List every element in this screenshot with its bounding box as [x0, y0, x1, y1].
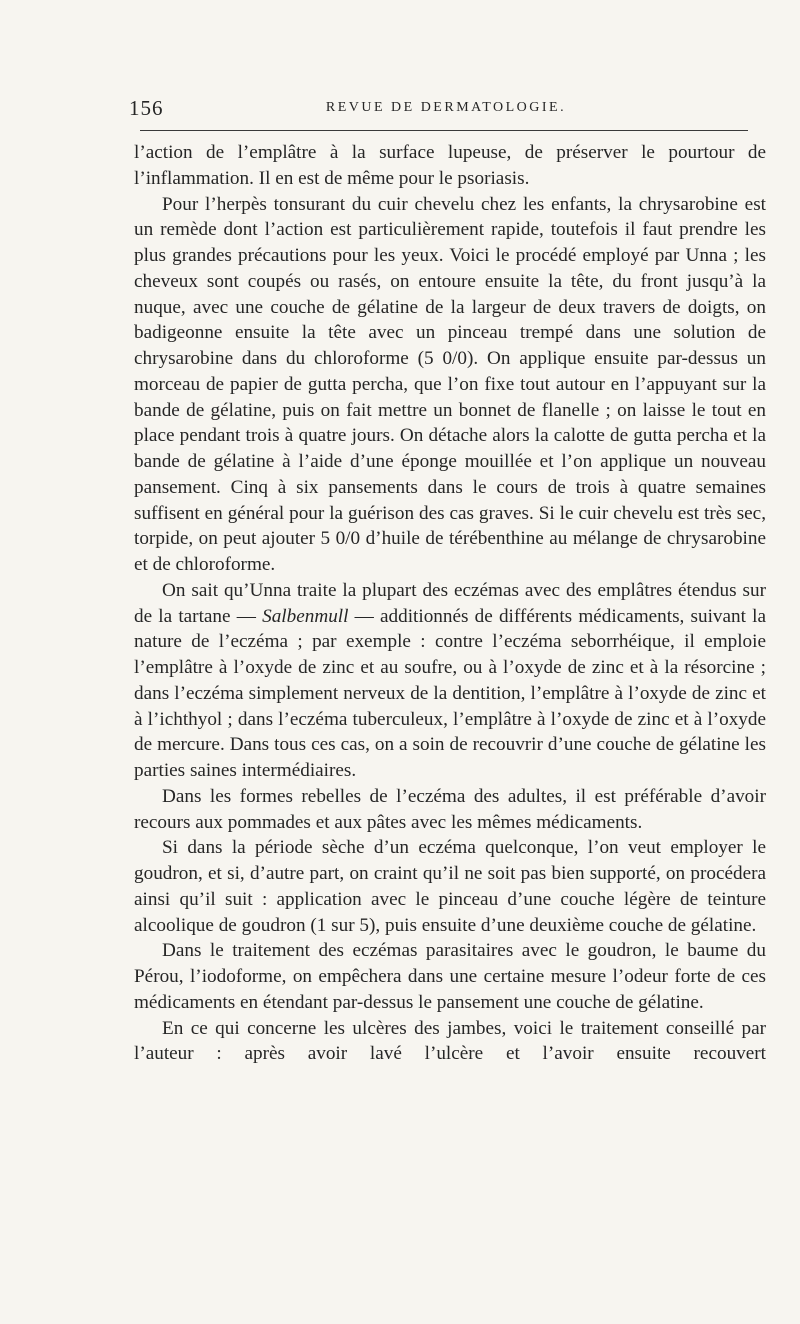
paragraph-text: On sait qu’Unna traite la plupart des eczémas avec des emplâtres étendus sur de la tartane —	[134, 579, 766, 627]
paragraph-text: — additionnés de différents médicaments, suivant la nature de l’eczéma ; par exemple : contre l’eczéma seborrhéique, il emploie l’emplâtre à l’oxyde de zinc et au soufre, ou à l’oxyde de zinc et à la résorcine ; dans l’eczéma simplement nerveux de la dentition, l’emplâtre à l’oxyde de zinc et à l’ichthyol ; dans l’eczéma tuberculeux, l’emplâtre à l’oxyde de zinc et à l’oxyde de mercure. Dans tous ces cas, on a soin de recouvrir d’une couche de gélatine les parties saines intermédiaires.	[134, 605, 767, 781]
paragraph	[134, 192, 766, 578]
header-rule	[140, 130, 748, 131]
paragraph	[134, 1016, 766, 1068]
paragraph-text: Si dans la période sèche d’un eczéma quelconque, l’on veut employer le goudron, et si, d’autre part, on craint qu’il ne soit pas bien supporté, on procédera ainsi qu’il suit : application avec le pinceau d’une couche légère de teinture alcoolique de goudron (1 sur 5), puis ensuite d’une deuxième couche de gélatine.	[134, 837, 766, 936]
paragraph	[134, 578, 766, 784]
paragraph-text: En ce qui concerne les ulcères des jambes, voici le traitement conseillé par l’auteur : après avoir lavé l’ulcère et l’avoir ensuite recouvert	[134, 1017, 766, 1065]
paragraph-text: Pour l’herpès tonsurant du cuir chevelu chez les enfants, la chrysarobine est un remède dont l’action est particulièrement rapide, toutefois il faut prendre les plus grandes précautions pour les yeux. Voici le procédé employé par Unna ; les cheveux sont coupés ou rasés, on entoure ensuite la tête, du front jusqu’à la nuque, avec une couche de gélatine de la largeur de deux travers de doigts, on badigeonne ensuite la tête avec un pinceau trempé dans une solution de chrysarobine dans du chloroforme (5 0/0). On applique ensuite par-dessus un morceau de papier de gutta percha, que l’on fixe tout autour en l’appuyant sur la bande de gélatine, puis on fait mettre un bonnet de flanelle ; on laisse le tout en place pendant trois à quatre jours. On détache alors la calotte de gutta percha et la bande de gélatine à l’aide d’une éponge mouillée et l’on applique un nouveau pansement. Cinq à six pansements dans le cours de trois à quatre semaines suffisent en général pour la guérison des cas graves. Si le cuir chevelu est très sec, torpide, on peut ajouter 5 0/0 d’huile de térébenthine au mélange de chrysarobine et de chloroforme.	[134, 193, 766, 575]
paragraph	[134, 140, 766, 192]
paragraph-text: Dans le traitement des eczémas parasitaires avec le goudron, le baume du Pérou, l’iodoforme, on empêchera dans une certaine mesure l’odeur forte de ces médicaments en étendant par-dessus le pansement une couche de gélatine.	[134, 940, 766, 1013]
paragraph-text: Dans les formes rebelles de l’eczéma des adultes, il est préférable d’avoir recours aux pommades et aux pâtes avec les mêmes médicaments.	[134, 785, 766, 833]
running-title: REVUE DE DERMATOLOGIE.	[325, 100, 567, 115]
body-text	[134, 140, 766, 1067]
paragraph	[134, 784, 766, 836]
paragraph	[134, 835, 766, 938]
paragraph	[134, 938, 766, 1015]
page-header	[129, 96, 763, 124]
page-number: 156	[129, 96, 164, 120]
paragraph-text: l’action de l’emplâtre à la surface lupeuse, de préserver le pourtour de l’inflammation. Il en est de même pour le psoriasis.	[134, 142, 766, 189]
italic-term: Salbenmull	[262, 605, 349, 627]
